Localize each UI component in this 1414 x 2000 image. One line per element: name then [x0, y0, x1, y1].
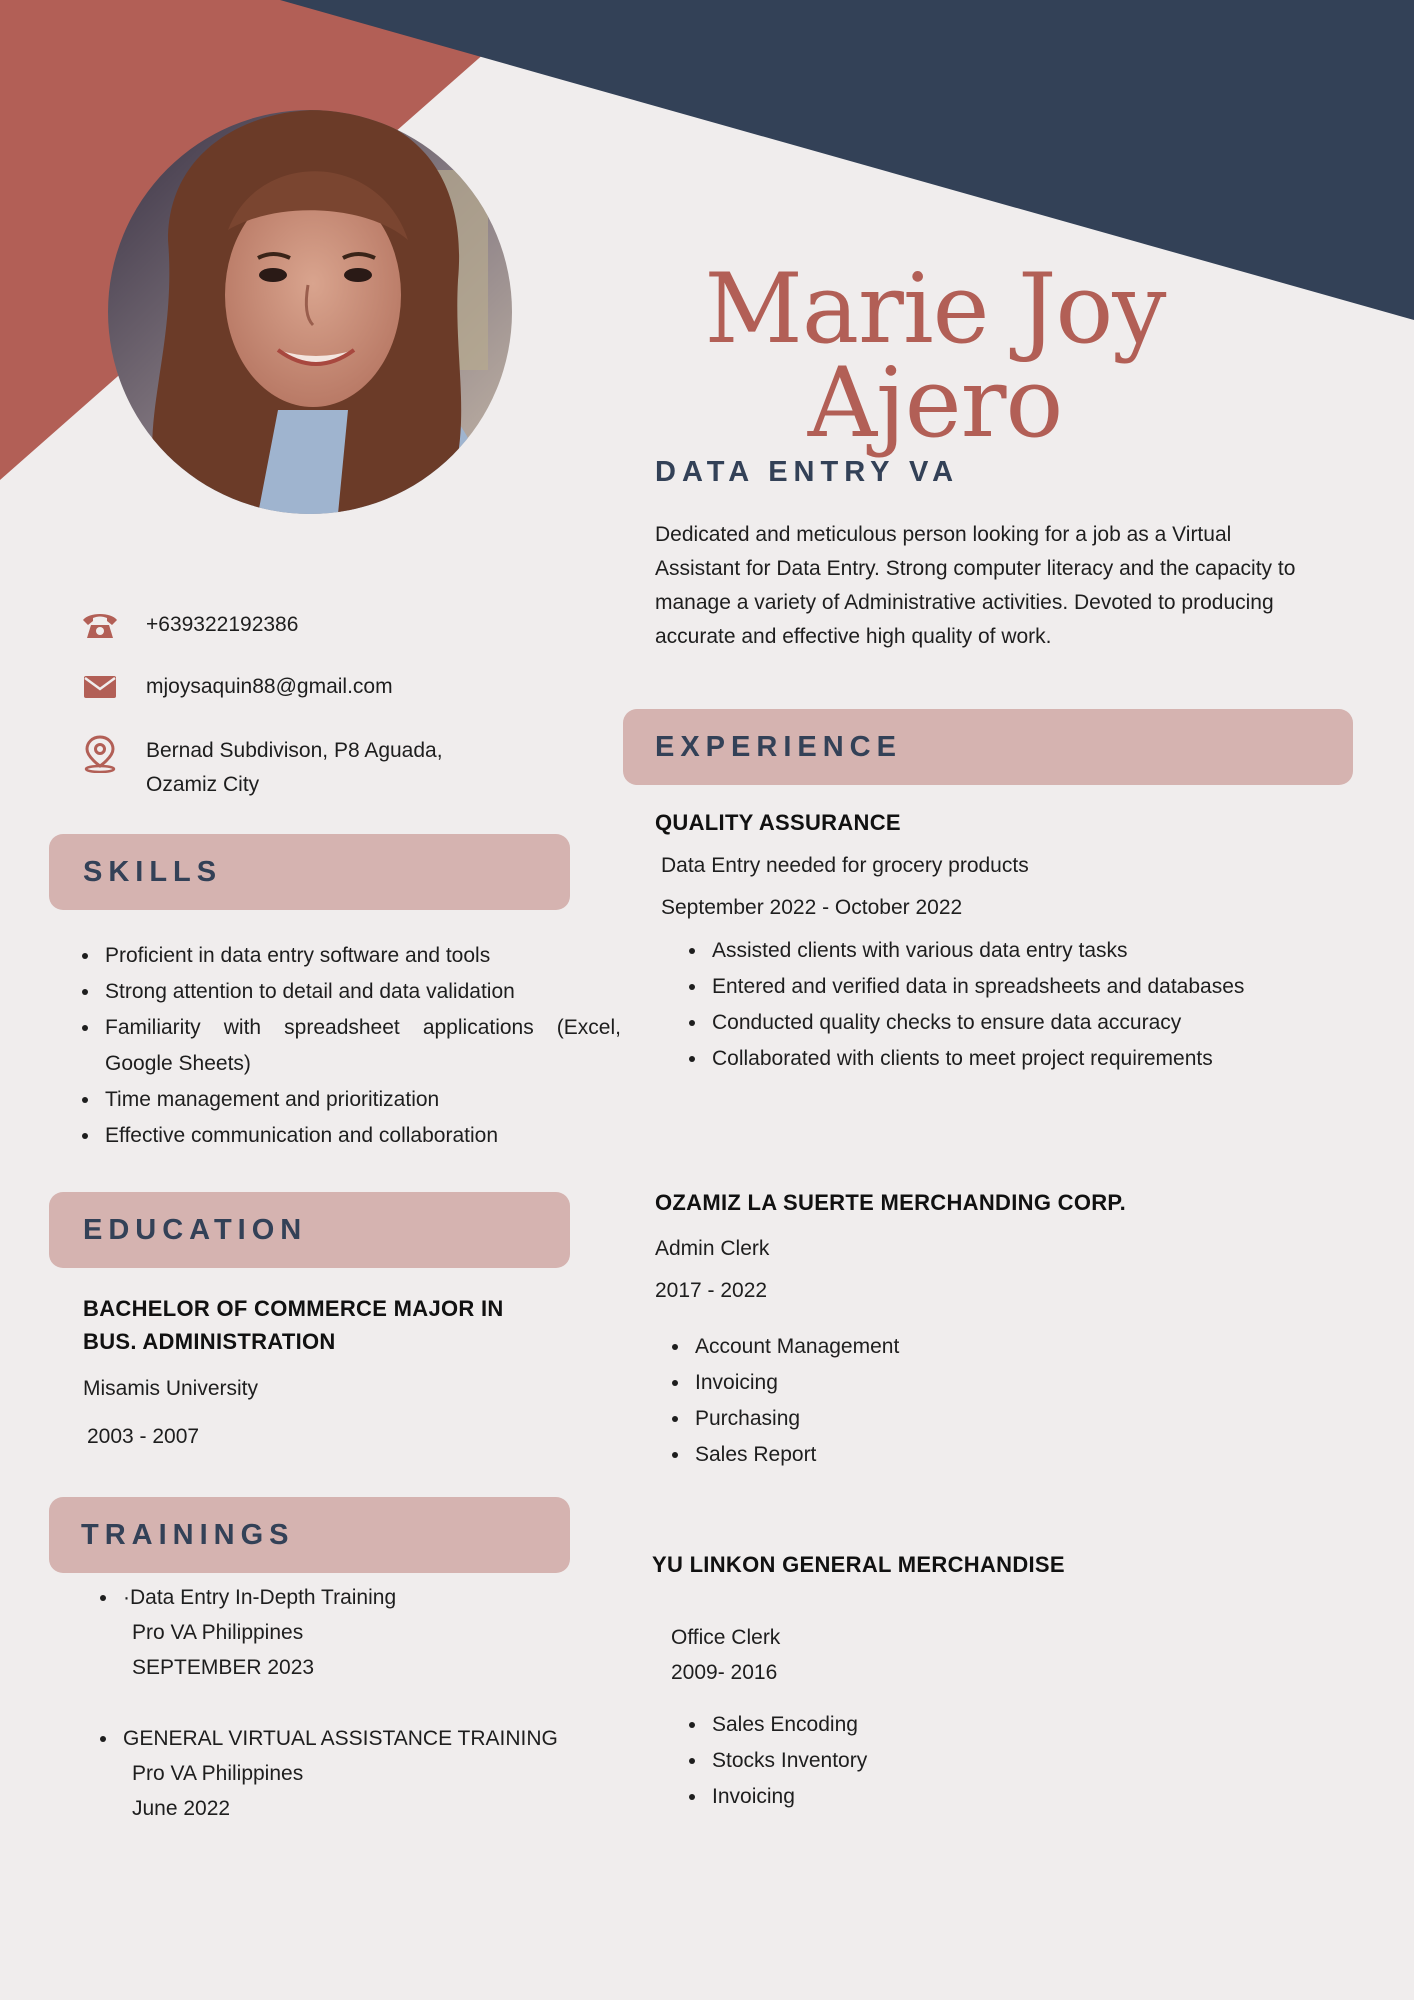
training-date: June 2022	[132, 1797, 231, 1820]
email-address[interactable]: mjoysaquin88@gmail.com	[146, 675, 393, 698]
list-item: • Invoicing	[708, 1779, 1108, 1815]
list-item: • Collaborated with clients to meet project requirements	[708, 1041, 1326, 1077]
job-period: 2017 - 2022	[655, 1279, 768, 1302]
list-item: • Assisted clients with various data entry tasks	[708, 933, 1326, 969]
job-period: September 2022 - October 2022	[661, 896, 963, 919]
address	[146, 734, 443, 802]
trainings-header	[49, 1497, 570, 1573]
profile-summary: Dedicated and meticulous person looking for a job as a Virtual Assistant for Data Entry. Strong computer literacy and the capacity to manage a variety of Administrative activities. Devoted to producing accurate and effective high quality of work.	[655, 523, 1296, 648]
list-item: • Time management and prioritization	[101, 1082, 621, 1118]
list-item: • Effective communication and collaboration	[101, 1118, 621, 1154]
education-title: EDUCATION	[83, 1213, 308, 1246]
list-item: • Conducted quality checks to ensure data accuracy	[708, 1005, 1326, 1041]
job-duties	[686, 1707, 1108, 1815]
training-provider: Pro VA Philippines	[132, 1621, 304, 1644]
name-last: Ajero	[807, 347, 1063, 459]
job-company: OZAMIZ LA SUERTE MERCHANDING CORP.	[655, 1190, 1126, 1215]
trainings-list	[97, 1580, 619, 1826]
training-provider: Pro VA Philippines	[132, 1762, 304, 1785]
job-position: Data Entry needed for grocery products	[661, 854, 1029, 877]
phone-icon	[80, 608, 120, 642]
job-position: Admin Clerk	[655, 1237, 770, 1260]
phone-number[interactable]: +639322192386	[146, 613, 299, 636]
address-line-1: Bernad Subdivison, P8 Aguada,	[146, 739, 443, 762]
education-school: Misamis University	[83, 1377, 259, 1400]
training-item	[119, 1580, 619, 1685]
list-item: • Familiarity with spreadsheet applications (Excel, Google Sheets)	[101, 1010, 621, 1082]
education-header	[49, 1192, 570, 1268]
list-item: • Sales Report	[691, 1437, 1091, 1473]
experience-title: EXPERIENCE	[655, 730, 902, 763]
list-item: • Entered and verified data in spreadsheets and databases	[708, 969, 1326, 1005]
job-position: Office Clerk	[671, 1626, 781, 1649]
job-period: 2009- 2016	[671, 1661, 778, 1684]
profile-photo	[108, 110, 512, 514]
list-item: • Proficient in data entry software and tools	[101, 938, 621, 974]
training-date: SEPTEMBER 2023	[132, 1656, 315, 1679]
address-line-2: Ozamiz City	[146, 773, 260, 796]
list-item: • Sales Encoding	[708, 1707, 1108, 1743]
contact-email	[80, 670, 393, 704]
trainings-title: TRAININGS	[81, 1518, 295, 1551]
name-first: Marie Joy	[704, 253, 1166, 365]
skills-list	[79, 938, 621, 1154]
experience-header	[623, 709, 1353, 785]
job-duties	[669, 1329, 1091, 1473]
education-years: 2003 - 2007	[87, 1425, 200, 1448]
location-pin-icon	[80, 734, 120, 774]
list-item: • Account Management	[691, 1329, 1091, 1365]
list-item: • Stocks Inventory	[708, 1743, 1108, 1779]
job-title: DATA ENTRY VA	[655, 456, 960, 488]
training-name: • GENERAL VIRTUAL ASSISTANCE TRAINING	[123, 1727, 558, 1750]
contact-phone	[80, 608, 298, 642]
skills-title: SKILLS	[83, 855, 223, 888]
training-name: • ·Data Entry In-Depth Training	[123, 1586, 397, 1609]
skills-header	[49, 834, 570, 910]
full-name	[640, 253, 1230, 459]
education-degree: BACHELOR OF COMMERCE MAJOR IN BUS. ADMINISTRATION	[83, 1296, 504, 1354]
training-item	[119, 1721, 619, 1826]
list-item: • Purchasing	[691, 1401, 1091, 1437]
job-company: YU LINKON GENERAL MERCHANDISE	[652, 1552, 1065, 1577]
contact-address	[80, 734, 443, 802]
job-company: QUALITY ASSURANCE	[655, 810, 901, 835]
list-item: • Strong attention to detail and data validation	[101, 974, 621, 1010]
list-item: • Invoicing	[691, 1365, 1091, 1401]
envelope-icon	[80, 670, 120, 704]
job-duties	[686, 933, 1326, 1077]
